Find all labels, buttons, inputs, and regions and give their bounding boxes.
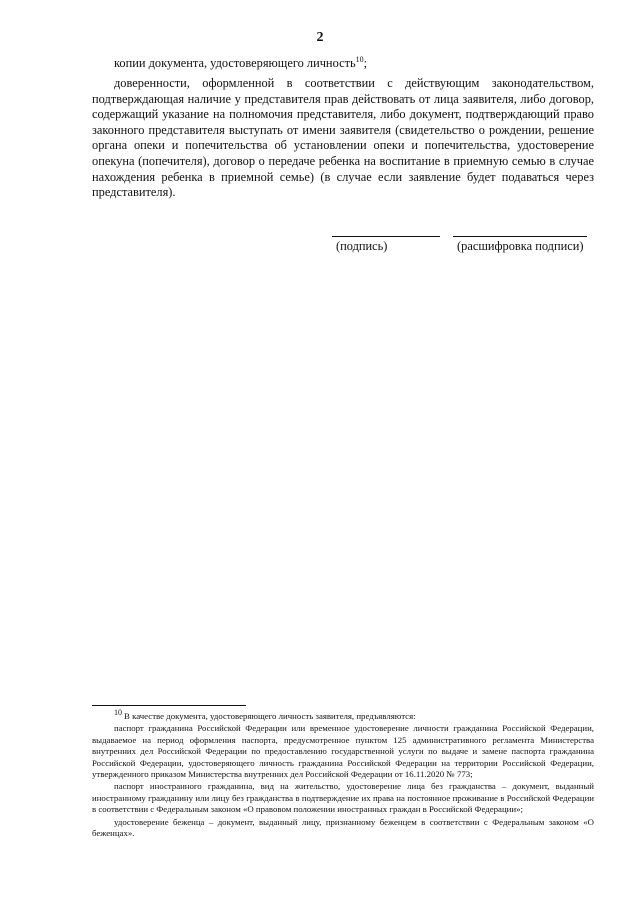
document-list-item-identity [92,56,594,72]
signature-label: (подпись) [336,239,388,253]
signature-decoding-line [453,236,587,237]
signature-decoding-label: (расшифровка подписи) [457,239,584,253]
footnotes [92,708,594,839]
footnote-reference: 10 [355,54,364,64]
paragraph-identity-tail: ; [363,56,368,70]
paragraph-identity-document [92,56,594,72]
footnote-item-russian-passport: паспорт гражданина Российской Федерации или временное удостоверение личности гражданина Российской Федерации, выдаваемое на период оформления паспорта, предусмотренное пунктом 125 административного регламента Министерства внутренних дел Российской Федерации по предоставлению государственной услуги по выдаче и замене паспорта гражданина Российской Федерации, удостоверяющего личность гражданина Российской Федерации на территории Российской Федерации, утвержденного приказом Министерства внутренних дел Российской Федерации от 16.11.2020 № 773; [92,723,594,780]
footnote-mark: 10 [114,708,122,718]
page-number: 2 [316,30,324,45]
paragraph-identity-text: копии документа, удостоверяющего личность [114,56,356,70]
footnote-intro-text: В качестве документа, удостоверяющего личность заявителя, предъявляются: [124,711,416,721]
footnote-intro [92,708,594,722]
footnote-divider [92,705,246,706]
paragraph-power-of-attorney: доверенности, оформленной в соответствии с действующим законодательством, подтверждающая наличие у представителя прав действовать от лица заявителя, либо договор, содержащий указание на полномочия представителя, либо документ, подтверждающий право законного представителя выступать от имени заявителя (свидетельство о рождении, решение органа опеки и попечительства об установлении опеки и попечительства, удостоверение опекуна (попечителя), договор о передаче ребенка на воспитание в приемную семью в случае нахождения ребенка в приемной семье) (в случае если заявление будет подаваться через представителя). [92,76,594,200]
signature-line [332,236,440,237]
document-list-item-power-of-attorney [92,76,594,201]
footnote-item-refugee-certificate: удостоверение беженца – документ, выданный лицу, признанному беженцем в соответствии с Федеральным законом «О беженцах». [92,816,594,839]
footnote-item-foreign-passport: паспорт иностранного гражданина, вид на жительство, удостоверение лица без гражданства – документ, выданный иностранному гражданину или лицу без гражданства в подтверждение их права на постоянное проживание в Российской Федерации в соответствии с Федеральным законом «О правовом положении иностранных граждан в Российской Федерации»; [92,781,594,815]
